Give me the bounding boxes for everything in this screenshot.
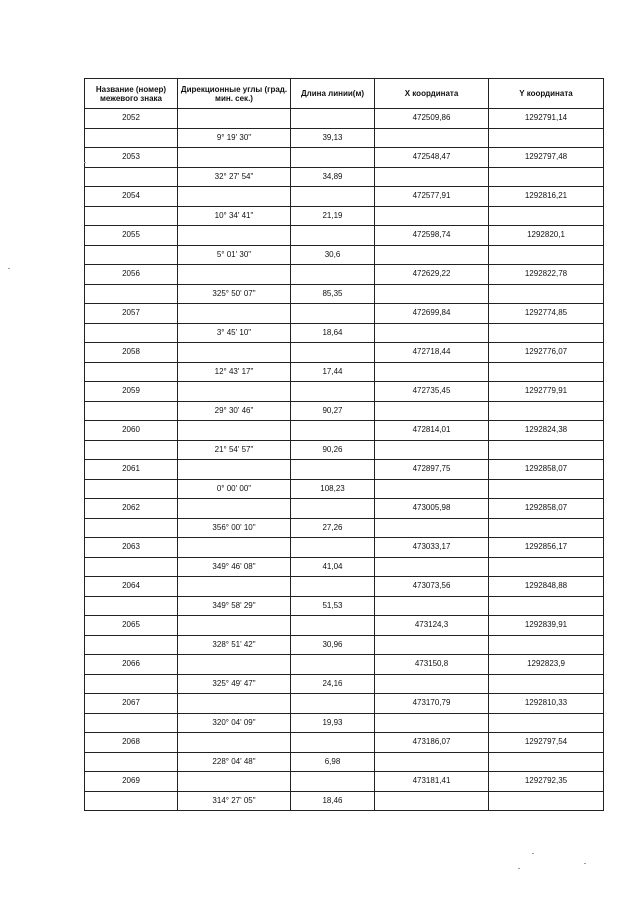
direction-angle-cell: 10° 34' 41"	[178, 206, 291, 226]
line-length-cell	[291, 187, 375, 207]
line-length-cell	[291, 265, 375, 285]
line-length-cell	[291, 694, 375, 714]
scan-speck	[518, 868, 520, 869]
y-coordinate-cell: 1292858,07	[489, 460, 604, 480]
y-coordinate-cell: 1292792,35	[489, 772, 604, 792]
line-length-cell	[291, 499, 375, 519]
y-coordinate-cell	[489, 362, 604, 382]
x-coordinate-cell	[375, 167, 489, 187]
table-row	[85, 401, 604, 421]
table-row	[85, 187, 604, 207]
direction-angle-cell: 32° 27' 54"	[178, 167, 291, 187]
x-coordinate-cell	[375, 323, 489, 343]
y-coordinate-cell	[489, 284, 604, 304]
y-coordinate-cell: 1292858,07	[489, 499, 604, 519]
table-row	[85, 226, 604, 246]
direction-angle-cell: 314° 27' 05"	[178, 791, 291, 811]
line-length-cell: 39,13	[291, 128, 375, 148]
x-coordinate-cell	[375, 479, 489, 499]
scan-speck	[532, 853, 534, 854]
marker-name-cell	[85, 479, 178, 499]
direction-angle-cell: 3° 45' 10"	[178, 323, 291, 343]
x-coordinate-cell	[375, 791, 489, 811]
marker-name-cell: 2053	[85, 148, 178, 168]
table-row	[85, 382, 604, 402]
direction-angle-cell	[178, 499, 291, 519]
marker-name-cell	[85, 596, 178, 616]
header-line-length: Длина линии(м)	[291, 79, 375, 109]
direction-angle-cell	[178, 304, 291, 324]
line-length-cell	[291, 460, 375, 480]
table-row	[85, 694, 604, 714]
x-coordinate-cell	[375, 674, 489, 694]
marker-name-cell	[85, 557, 178, 577]
direction-angle-cell	[178, 772, 291, 792]
table-row	[85, 577, 604, 597]
marker-name-cell: 2057	[85, 304, 178, 324]
direction-angle-cell: 12° 43' 17"	[178, 362, 291, 382]
y-coordinate-cell	[489, 713, 604, 733]
table-row	[85, 655, 604, 675]
table-row	[85, 616, 604, 636]
table-row	[85, 167, 604, 187]
x-coordinate-cell: 472629,22	[375, 265, 489, 285]
table-row	[85, 460, 604, 480]
direction-angle-cell	[178, 265, 291, 285]
marker-name-cell: 2058	[85, 343, 178, 363]
line-length-cell: 19,93	[291, 713, 375, 733]
table-row	[85, 362, 604, 382]
line-length-cell: 90,27	[291, 401, 375, 421]
header-row	[85, 79, 604, 109]
y-coordinate-cell: 1292856,17	[489, 538, 604, 558]
x-coordinate-cell: 472509,86	[375, 109, 489, 129]
line-length-cell	[291, 382, 375, 402]
x-coordinate-cell: 473150,8	[375, 655, 489, 675]
marker-name-cell: 2059	[85, 382, 178, 402]
line-length-cell	[291, 109, 375, 129]
line-length-cell: 34,89	[291, 167, 375, 187]
line-length-cell: 90,26	[291, 440, 375, 460]
direction-angle-cell	[178, 343, 291, 363]
direction-angle-cell	[178, 655, 291, 675]
marker-name-cell	[85, 752, 178, 772]
y-coordinate-cell: 1292791,14	[489, 109, 604, 129]
table-row	[85, 557, 604, 577]
x-coordinate-cell: 473170,79	[375, 694, 489, 714]
y-coordinate-cell	[489, 791, 604, 811]
y-coordinate-cell	[489, 440, 604, 460]
y-coordinate-cell	[489, 752, 604, 772]
direction-angle-cell: 325° 50' 07"	[178, 284, 291, 304]
line-length-cell: 85,35	[291, 284, 375, 304]
x-coordinate-cell	[375, 752, 489, 772]
y-coordinate-cell	[489, 401, 604, 421]
scan-speck	[584, 863, 586, 864]
header-marker-name: Название (номер) межевого знака	[85, 79, 178, 109]
y-coordinate-cell: 1292848,88	[489, 577, 604, 597]
y-coordinate-cell: 1292839,91	[489, 616, 604, 636]
line-length-cell	[291, 421, 375, 441]
x-coordinate-cell	[375, 245, 489, 265]
line-length-cell	[291, 343, 375, 363]
y-coordinate-cell	[489, 128, 604, 148]
marker-name-cell: 2068	[85, 733, 178, 753]
marker-name-cell: 2056	[85, 265, 178, 285]
table-row	[85, 343, 604, 363]
x-coordinate-cell: 472814,01	[375, 421, 489, 441]
direction-angle-cell	[178, 616, 291, 636]
y-coordinate-cell: 1292810,33	[489, 694, 604, 714]
direction-angle-cell: 21° 54' 57"	[178, 440, 291, 460]
table-row	[85, 791, 604, 811]
marker-name-cell	[85, 245, 178, 265]
x-coordinate-cell: 473073,56	[375, 577, 489, 597]
y-coordinate-cell: 1292816,21	[489, 187, 604, 207]
line-length-cell: 18,64	[291, 323, 375, 343]
table-row	[85, 421, 604, 441]
y-coordinate-cell	[489, 479, 604, 499]
table-header	[85, 79, 604, 109]
direction-angle-cell: 9° 19' 30"	[178, 128, 291, 148]
direction-angle-cell: 349° 58' 29"	[178, 596, 291, 616]
y-coordinate-cell: 1292824,38	[489, 421, 604, 441]
x-coordinate-cell: 472548,47	[375, 148, 489, 168]
marker-name-cell	[85, 128, 178, 148]
table-row	[85, 440, 604, 460]
boundary-coordinates-table	[84, 78, 604, 811]
marker-name-cell	[85, 206, 178, 226]
table-row	[85, 733, 604, 753]
direction-angle-cell	[178, 733, 291, 753]
x-coordinate-cell	[375, 128, 489, 148]
direction-angle-cell	[178, 460, 291, 480]
x-coordinate-cell: 473005,98	[375, 499, 489, 519]
y-coordinate-cell: 1292774,85	[489, 304, 604, 324]
direction-angle-cell: 0° 00' 00"	[178, 479, 291, 499]
marker-name-cell	[85, 362, 178, 382]
y-coordinate-cell: 1292776,07	[489, 343, 604, 363]
marker-name-cell: 2052	[85, 109, 178, 129]
direction-angle-cell: 5° 01' 30"	[178, 245, 291, 265]
line-length-cell: 41,04	[291, 557, 375, 577]
marker-name-cell	[85, 635, 178, 655]
x-coordinate-cell	[375, 635, 489, 655]
x-coordinate-cell: 473181,41	[375, 772, 489, 792]
scan-speck	[8, 268, 10, 269]
line-length-cell	[291, 538, 375, 558]
line-length-cell: 18,46	[291, 791, 375, 811]
marker-name-cell: 2061	[85, 460, 178, 480]
line-length-cell: 21,19	[291, 206, 375, 226]
line-length-cell: 27,26	[291, 518, 375, 538]
direction-angle-cell	[178, 538, 291, 558]
y-coordinate-cell	[489, 245, 604, 265]
line-length-cell: 30,96	[291, 635, 375, 655]
header-direction-angle: Дирекционные углы (град. мин. сек.)	[178, 79, 291, 109]
table-row	[85, 265, 604, 285]
y-coordinate-cell: 1292779,91	[489, 382, 604, 402]
y-coordinate-cell: 1292820,1	[489, 226, 604, 246]
x-coordinate-cell: 473033,17	[375, 538, 489, 558]
table-row	[85, 538, 604, 558]
y-coordinate-cell: 1292822,78	[489, 265, 604, 285]
x-coordinate-cell	[375, 557, 489, 577]
table-row	[85, 674, 604, 694]
y-coordinate-cell	[489, 323, 604, 343]
table-row	[85, 518, 604, 538]
scan-speck	[84, 162, 86, 163]
marker-name-cell	[85, 401, 178, 421]
table-row	[85, 109, 604, 129]
table-row	[85, 323, 604, 343]
header-y-coordinate: Y координата	[489, 79, 604, 109]
line-length-cell	[291, 226, 375, 246]
x-coordinate-cell: 472735,45	[375, 382, 489, 402]
table-row	[85, 752, 604, 772]
x-coordinate-cell	[375, 284, 489, 304]
table-row	[85, 206, 604, 226]
table-row	[85, 245, 604, 265]
marker-name-cell: 2065	[85, 616, 178, 636]
table-row	[85, 772, 604, 792]
marker-name-cell: 2067	[85, 694, 178, 714]
line-length-cell: 108,23	[291, 479, 375, 499]
marker-name-cell	[85, 674, 178, 694]
line-length-cell	[291, 304, 375, 324]
direction-angle-cell: 356° 00' 10"	[178, 518, 291, 538]
marker-name-cell: 2060	[85, 421, 178, 441]
x-coordinate-cell: 472577,91	[375, 187, 489, 207]
table-row	[85, 148, 604, 168]
line-length-cell	[291, 655, 375, 675]
y-coordinate-cell	[489, 557, 604, 577]
marker-name-cell: 2066	[85, 655, 178, 675]
table-row	[85, 499, 604, 519]
x-coordinate-cell: 473186,07	[375, 733, 489, 753]
line-length-cell: 30,6	[291, 245, 375, 265]
direction-angle-cell: 29° 30' 46"	[178, 401, 291, 421]
y-coordinate-cell	[489, 167, 604, 187]
line-length-cell	[291, 148, 375, 168]
x-coordinate-cell	[375, 440, 489, 460]
marker-name-cell	[85, 713, 178, 733]
table-row	[85, 284, 604, 304]
x-coordinate-cell	[375, 596, 489, 616]
x-coordinate-cell: 472699,84	[375, 304, 489, 324]
x-coordinate-cell	[375, 362, 489, 382]
direction-angle-cell	[178, 382, 291, 402]
table-row	[85, 304, 604, 324]
direction-angle-cell: 349° 46' 08"	[178, 557, 291, 577]
line-length-cell	[291, 577, 375, 597]
line-length-cell	[291, 733, 375, 753]
y-coordinate-cell	[489, 596, 604, 616]
marker-name-cell: 2054	[85, 187, 178, 207]
table-row	[85, 479, 604, 499]
line-length-cell: 17,44	[291, 362, 375, 382]
direction-angle-cell	[178, 421, 291, 441]
x-coordinate-cell	[375, 401, 489, 421]
marker-name-cell	[85, 284, 178, 304]
direction-angle-cell	[178, 109, 291, 129]
marker-name-cell	[85, 440, 178, 460]
y-coordinate-cell: 1292823,9	[489, 655, 604, 675]
x-coordinate-cell	[375, 518, 489, 538]
direction-angle-cell: 320° 04' 09"	[178, 713, 291, 733]
marker-name-cell: 2055	[85, 226, 178, 246]
direction-angle-cell: 228° 04' 48"	[178, 752, 291, 772]
line-length-cell: 51,53	[291, 596, 375, 616]
table-row	[85, 713, 604, 733]
direction-angle-cell	[178, 148, 291, 168]
x-coordinate-cell: 473124,3	[375, 616, 489, 636]
table-row	[85, 635, 604, 655]
marker-name-cell: 2064	[85, 577, 178, 597]
table-row	[85, 596, 604, 616]
header-x-coordinate: X координата	[375, 79, 489, 109]
table-row	[85, 128, 604, 148]
marker-name-cell: 2063	[85, 538, 178, 558]
y-coordinate-cell: 1292797,54	[489, 733, 604, 753]
x-coordinate-cell	[375, 713, 489, 733]
marker-name-cell: 2069	[85, 772, 178, 792]
y-coordinate-cell: 1292797,48	[489, 148, 604, 168]
y-coordinate-cell	[489, 206, 604, 226]
line-length-cell: 24,16	[291, 674, 375, 694]
marker-name-cell	[85, 323, 178, 343]
y-coordinate-cell	[489, 674, 604, 694]
direction-angle-cell	[178, 226, 291, 246]
marker-name-cell	[85, 518, 178, 538]
x-coordinate-cell: 472897,75	[375, 460, 489, 480]
table-body	[85, 109, 604, 811]
x-coordinate-cell: 472598,74	[375, 226, 489, 246]
x-coordinate-cell	[375, 206, 489, 226]
y-coordinate-cell	[489, 518, 604, 538]
direction-angle-cell	[178, 577, 291, 597]
y-coordinate-cell	[489, 635, 604, 655]
line-length-cell	[291, 772, 375, 792]
direction-angle-cell	[178, 187, 291, 207]
x-coordinate-cell: 472718,44	[375, 343, 489, 363]
line-length-cell: 6,98	[291, 752, 375, 772]
marker-name-cell	[85, 167, 178, 187]
direction-angle-cell	[178, 694, 291, 714]
direction-angle-cell: 328° 51' 42"	[178, 635, 291, 655]
marker-name-cell	[85, 791, 178, 811]
marker-name-cell: 2062	[85, 499, 178, 519]
direction-angle-cell: 325° 49' 47"	[178, 674, 291, 694]
line-length-cell	[291, 616, 375, 636]
